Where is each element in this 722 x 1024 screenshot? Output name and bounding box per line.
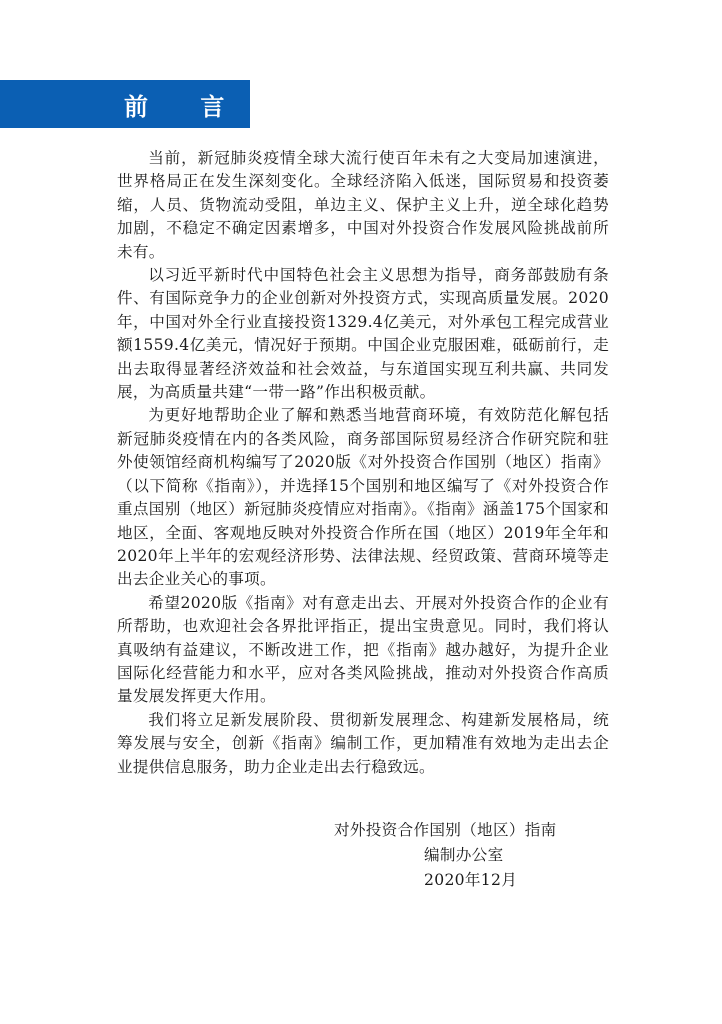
page-title: 前 言 (124, 92, 247, 121)
preface-body (117, 147, 609, 779)
signature-block (334, 818, 594, 893)
title-banner (0, 80, 250, 128)
signature-org: 对外投资合作国别（地区）指南 (334, 821, 557, 839)
paragraph-2: 以习近平新时代中国特色社会主义思想为指导，商务部鼓励有条件、有国际竞争力的企业创新对外投资方式，实现高质量发展。2020年，中国对外全行业直接投资1329.4亿美元，对外承包工程完成营业额1559.4亿美元，情况好于预期。中国企业克服困难，砥砺前行，走出去取得显著经济效益和社会效益，与东道国实现互利共赢、共同发展，为高质量共建“一带一路”作出积极贡献。 (117, 266, 609, 402)
paragraph-4: 希望2020版《指南》对有意走出去、开展对外投资合作的企业有所帮助，也欢迎社会各界批评指正，提出宝贵意见。同时，我们将认真吸纳有益建议，不断改进工作，把《指南》越办越好，为提升企业国际化经营能力和水平，应对各类风险挑战，推动对外投资合作高质量发展发挥更大作用。 (117, 593, 609, 706)
signature-date: 2020年12月 (424, 871, 518, 889)
paragraph-1: 当前，新冠肺炎疫情全球大流行使百年未有之大变局加速演进，世界格局正在发生深刻变化。全球经济陷入低迷，国际贸易和投资萎缩，人员、货物流动受阻，单边主义、保护主义上升，逆全球化趋势加剧，不稳定不确定因素增多，中国对外投资合作发展风险挑战前所未有。 (117, 149, 609, 261)
paragraph-3: 为更好地帮助企业了解和熟悉当地营商环境，有效防范化解包括新冠肺炎疫情在内的各类风险，商务部国际贸易经济合作研究院和驻外使领馆经商机构编写了2020版《对外投资合作国别（地区）指南》（以下简称《指南》），并选择15个国别和地区编写了《对外投资合作重点国别（地区）新冠肺炎疫情应对指南》。《指南》涵盖175个国家和地区，全面、客观地反映对外投资合作所在国（地区）2019年全年和2020年上半年的宏观经济形势、法律法规、经贸政策、营商环境等走出去企业关心的事项。 (117, 406, 609, 589)
paragraph-5: 我们将立足新发展阶段、贯彻新发展理念、构建新发展格局，统筹发展与安全，创新《指南》编制工作，更加精准有效地为走出去企业提供信息服务，助力企业走出去行稳致远。 (117, 710, 609, 776)
signature-office: 编制办公室 (424, 846, 504, 864)
